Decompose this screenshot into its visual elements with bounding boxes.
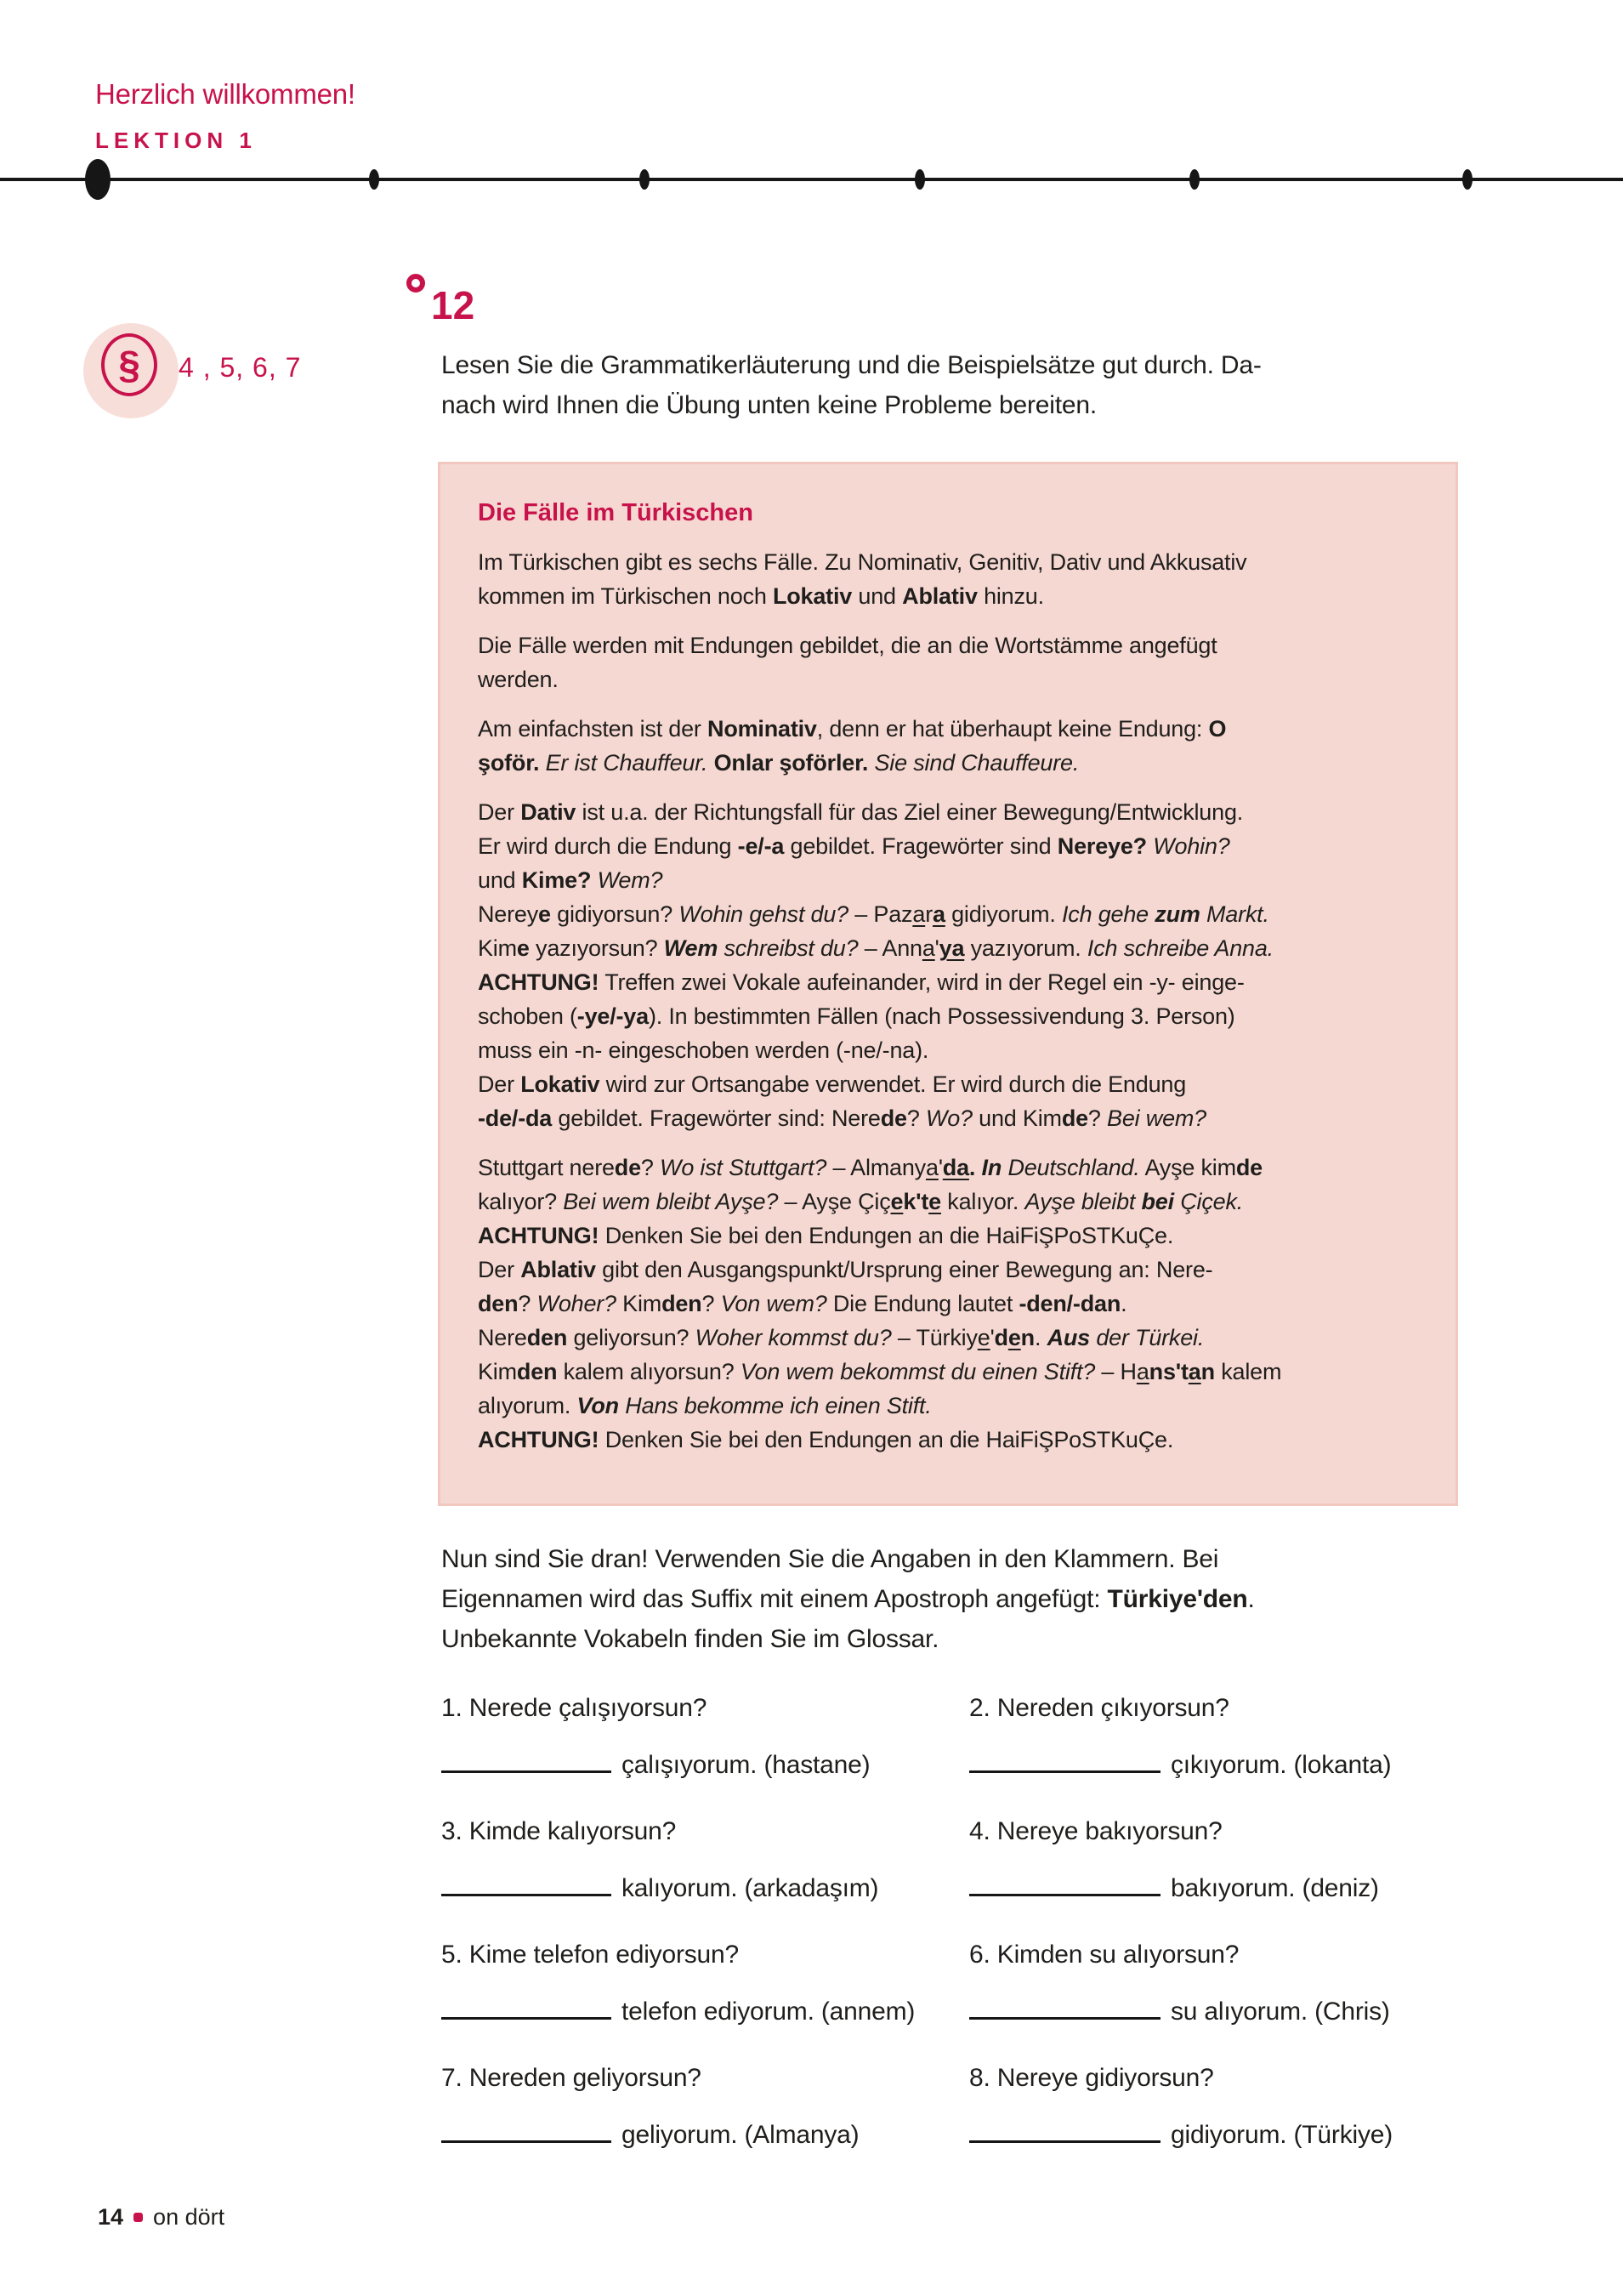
answer-blank-line	[441, 1876, 611, 1896]
exercise-answer	[441, 1998, 969, 2026]
exercise-item	[969, 1818, 1555, 1941]
exercise-answer	[969, 1752, 1555, 1779]
answer-blank-line	[441, 1999, 611, 2020]
footer-bullet-icon	[133, 2213, 143, 2222]
rule-dot-icon	[1462, 169, 1473, 190]
exercise-answer-text: kalıyorum. (arkadaşım)	[621, 1874, 879, 1902]
exercise-question: 5. Kime telefon ediyorsun?	[441, 1941, 740, 1969]
exercise-answer	[441, 2122, 969, 2149]
paragraph-symbol-ring	[101, 333, 157, 396]
exercise-item	[441, 1941, 969, 2065]
answer-blank-line	[969, 1876, 1161, 1896]
answer-blank-line	[441, 2123, 611, 2143]
grammar-paragraph: Der Dativ ist u.a. der Richtungsfall für das Ziel einer Bewegung/Entwicklung. Er wird durch die Endung -e/-a gebildet. Fragewörter sind Nereye? Wohin? und Kime? Wem? Nereye gidiyorsun? Wohin gehst du? – Pazara gidiyorum. Ich gehe zum Markt. Kime yazıyorsun? Wem schreibst du? – Anna'ya yazıyorum. Ich schreibe Anna. ACHTUNG! Treffen zwei Vokale aufeinander, wird in der Regel ein -y- einge- schoben (-ye/-ya). In bestimmten Fällen (nach Possessivendung 3. Person) muss ein -n- eingeschoben werden (-ne/-na). Der Lokativ wird zur Ortsangabe verwendet. Er wird durch die Endung -de/-da gebildet. Fragewörter sind: Nerede? Wo? und Kimde? Bei wem?	[478, 799, 1274, 1131]
exercise-answer-text: telefon ediyorum. (annem)	[621, 1998, 916, 2026]
paragraph-icon: §	[118, 343, 140, 387]
exercise-marker-icon	[406, 274, 425, 293]
exercise-question: 7. Nereden geliyorsun?	[441, 2064, 701, 2092]
page-number: 14	[98, 2204, 124, 2230]
answer-blank-line	[969, 1753, 1161, 1773]
grammar-paragraph: Im Türkischen gibt es sechs Fälle. Zu Nominativ, Genitiv, Dativ und Akkusativ kommen im Türkischen noch Lokativ und Ablativ hinzu.	[478, 549, 1247, 609]
exercise-list	[441, 1695, 1555, 2188]
rule-dot-icon	[915, 169, 925, 190]
grammar-paragraph: Die Fälle werden mit Endungen gebildet, die an die Wortstämme angefügt werden.	[478, 633, 1217, 692]
exercise-item	[441, 1818, 969, 1941]
exercise-answer	[969, 2122, 1555, 2149]
answer-blank-line	[969, 2123, 1161, 2143]
grammar-box	[438, 462, 1458, 1506]
rule-dot-icon	[369, 169, 379, 190]
answer-blank-line	[969, 1999, 1161, 2020]
exercise-answer	[969, 1875, 1555, 1902]
rule-dot-icon	[85, 159, 111, 200]
header-rule	[0, 178, 1623, 181]
paragraph-references: 4 , 5, 6, 7	[179, 352, 302, 383]
exercise-question: 2. Nereden çıkıyorsun?	[969, 1694, 1229, 1722]
rule-dot-icon	[1189, 169, 1200, 190]
exercise-question: 1. Nerede çalışıyorsun?	[441, 1694, 707, 1722]
page-number-word: on dört	[153, 2204, 225, 2230]
exercise-question: 3. Kimde kalıyorsun?	[441, 1817, 677, 1845]
grammar-paragraph: Am einfachsten ist der Nominativ, denn er hat überhaupt keine Endung: O şoför. Er ist Chauffeur. Onlar şoförler. Sie sind Chauffeure.	[478, 716, 1227, 776]
exercise-item	[969, 1941, 1555, 2065]
exercise-answer-text: çalışıyorum. (hastane)	[621, 1751, 871, 1779]
exercise-answer	[441, 1752, 969, 1779]
exercise-answer-text: geliyorum. (Almanya)	[621, 2121, 860, 2149]
exercise-item	[969, 2065, 1555, 2188]
grammar-box-title: Die Fälle im Türkischen	[478, 499, 753, 526]
exercise-number: 12	[431, 283, 475, 327]
exercise-question: 4. Nereye bakıyorsun?	[969, 1817, 1223, 1845]
exercise-answer-text: çıkıyorum. (lokanta)	[1171, 1751, 1392, 1779]
exercise-answer	[969, 1998, 1555, 2026]
task-instruction: Nun sind Sie dran! Verwenden Sie die Angaben in den Klammern. Bei Eigennamen wird das Suffix mit einem Apostroph angefügt: Türkiye'den. Unbekannte Vokabeln finden Sie im Glossar.	[441, 1545, 1255, 1653]
exercise-item	[441, 1695, 969, 1818]
lesson-label: LEKTION 1	[95, 128, 257, 153]
page-title: Herzlich willkommen!	[95, 78, 355, 110]
page-footer	[98, 2204, 224, 2231]
answer-blank-line	[441, 1753, 611, 1773]
rule-dot-icon	[639, 169, 650, 190]
exercise-intro: Lesen Sie die Grammatikerläuterung und die Beispielsätze gut durch. Da- nach wird Ihnen die Übung unten keine Probleme bereiten.	[441, 351, 1262, 419]
exercise-question: 8. Nereye gidiyorsun?	[969, 2064, 1214, 2092]
grammar-paragraph: Stuttgart nerede? Wo ist Stuttgart? – Almanya'da. In Deutschland. Ayşe kimde kalıyor? Bei wem bleibt Ayşe? – Ayşe Çiçek'te kalıyor. Ayşe bleibt bei Çiçek. ACHTUNG! Denken Sie bei den Endungen an die HaiFiŞPoSTKuÇe. Der Ablativ gibt den Ausgangspunkt/Ursprung einer Bewegung an: Nere- den? Woher? Kimden? Von wem? Die Endung lautet -den/-dan. Nereden geliyorsun? Woher kommst du? – Türkiye'den. Aus der Türkei. Kimden kalem alıyorsun? Von wem bekommst du einen Stift? – Hans'tan kalem alıyorum. Von Hans bekomme ich einen Stift. ACHTUNG! Denken Sie bei den Endungen an die HaiFiŞPoSTKuÇe.	[478, 1155, 1282, 1452]
exercise-answer	[441, 1875, 969, 1902]
exercise-answer-text: su alıyorum. (Chris)	[1171, 1998, 1390, 2026]
exercise-answer-text: gidiyorum. (Türkiye)	[1171, 2121, 1393, 2149]
paragraph-symbol-badge	[83, 323, 179, 418]
exercise-item	[969, 1695, 1555, 1818]
exercise-item	[441, 2065, 969, 2188]
exercise-answer-text: bakıyorum. (deniz)	[1171, 1874, 1379, 1902]
exercise-question: 6. Kimden su alıyorsun?	[969, 1941, 1240, 1969]
